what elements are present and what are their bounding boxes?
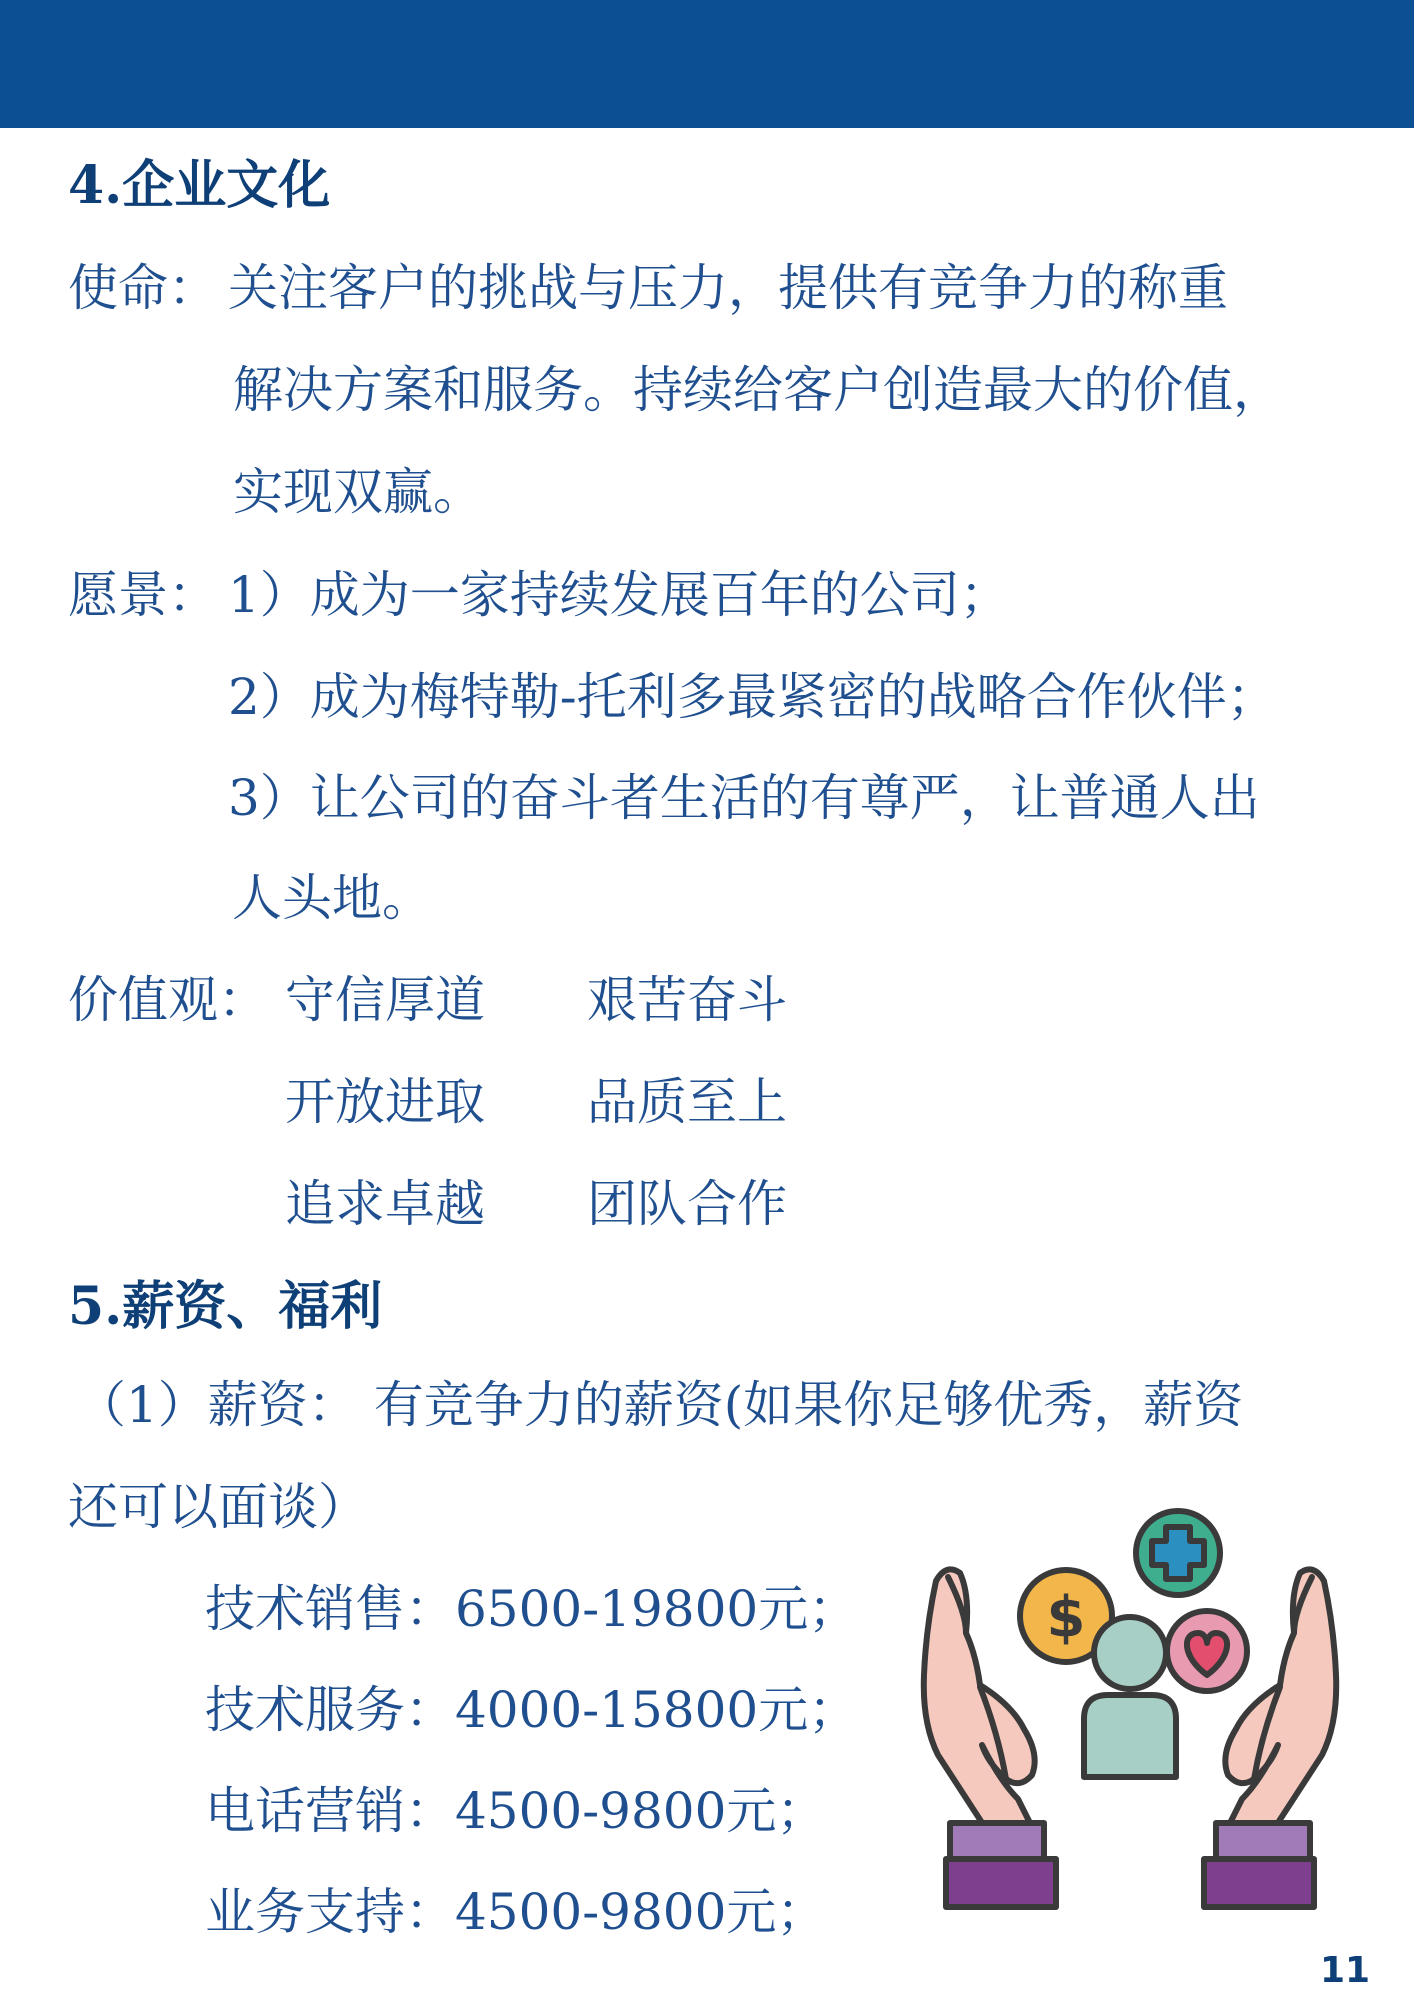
value-item: 追求卓越 [285, 1175, 485, 1233]
value-item: 品质至上 [587, 1073, 787, 1131]
salary-role: 技术销售： [205, 1580, 455, 1638]
header-band [0, 0, 1414, 128]
svg-text:$: $ [1046, 1585, 1086, 1650]
salary-intro-line-1: （1）薪资： 有竞争力的薪资(如果你足够优秀，薪资 [76, 1376, 1244, 1434]
salary-row [205, 1670, 858, 1742]
mission-line-2: 解决方案和服务。持续给客户创造最大的价值， [233, 361, 1283, 419]
vision-item-2: 2）成为梅特勒-托利多最紧密的战略合作伙伴； [228, 668, 1277, 726]
salary-range: 6500-19800元； [455, 1580, 859, 1638]
salary-role: 技术服务： [205, 1681, 455, 1739]
value-item: 团队合作 [587, 1175, 787, 1233]
medical-cross-icon [1136, 1511, 1220, 1595]
section-5-heading: 5.薪资、福利 [68, 1276, 383, 1337]
mission-line-3: 实现双赢。 [233, 463, 483, 521]
vision-item-3: 3）让公司的奋斗者生活的有尊严，让普通人出 [228, 769, 1260, 827]
vision-item-3-cont: 人头地。 [232, 869, 432, 927]
salary-range: 4000-15800元； [455, 1681, 859, 1739]
salary-intro-line-2: 还可以面谈） [68, 1478, 368, 1536]
value-item: 守信厚道 [285, 971, 485, 1029]
salary-role: 电话营销： [205, 1782, 455, 1840]
page-number: 11 [1320, 1950, 1371, 1991]
value-item: 艰苦奋斗 [587, 971, 787, 1029]
salary-range: 4500-9800元； [455, 1883, 827, 1941]
caring-hands-illustration [920, 1505, 1340, 1925]
mission-label: 使命： [68, 259, 218, 317]
salary-range: 4500-9800元； [455, 1782, 827, 1840]
salary-row [205, 1872, 826, 1944]
salary-row [205, 1569, 858, 1641]
values-label: 价值观： [68, 971, 268, 1029]
value-item: 开放进取 [285, 1073, 485, 1131]
section-4-heading: 4.企业文化 [68, 155, 331, 216]
vision-label: 愿景： [68, 566, 218, 624]
salary-row [205, 1771, 826, 1843]
mission-line-1: 关注客户的挑战与压力，提供有竞争力的称重 [228, 259, 1228, 317]
salary-role: 业务支持： [205, 1883, 455, 1941]
person-icon [1084, 1617, 1176, 1777]
vision-item-1: 1）成为一家持续发展百年的公司； [228, 566, 1010, 624]
heart-icon [1167, 1611, 1247, 1691]
